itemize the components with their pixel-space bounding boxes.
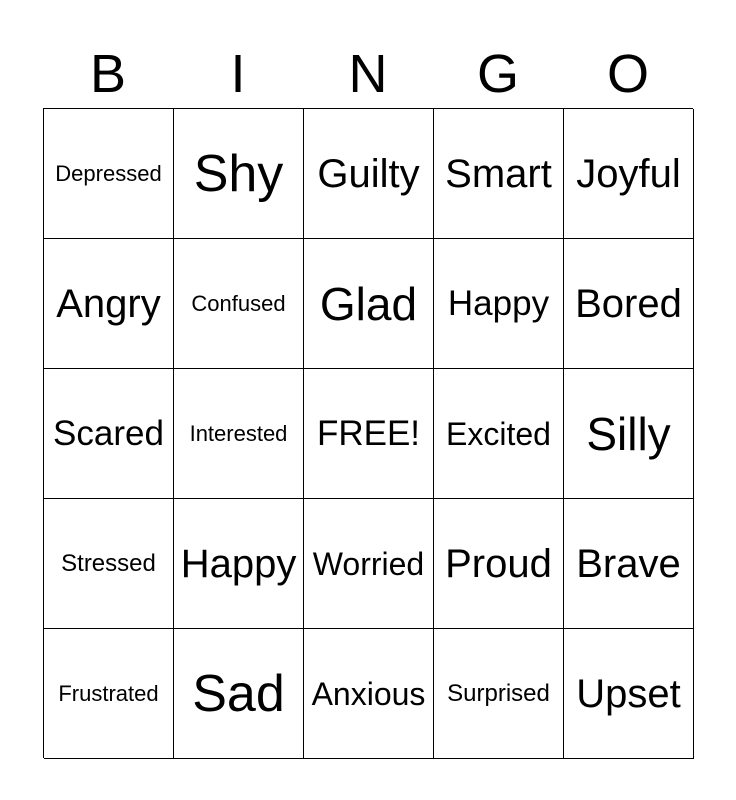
cell-label: Proud bbox=[445, 541, 552, 586]
bingo-board bbox=[43, 108, 693, 758]
cell-label: Interested bbox=[189, 420, 288, 446]
cell-label: Guilty bbox=[317, 151, 420, 196]
cell-label: Brave bbox=[576, 541, 681, 586]
cell-label: Upset bbox=[576, 671, 681, 716]
cell-label: Surprised bbox=[447, 679, 550, 707]
header-letter-i: I bbox=[230, 44, 246, 104]
header-letter-o: O bbox=[606, 44, 649, 104]
bingo-cell bbox=[304, 239, 434, 369]
bingo-cell bbox=[174, 109, 304, 239]
free-space-label: FREE! bbox=[316, 414, 421, 453]
bingo-cell bbox=[304, 499, 434, 629]
bingo-cell bbox=[564, 499, 694, 629]
cell-label: Scared bbox=[53, 414, 164, 453]
bingo-cell bbox=[434, 369, 564, 499]
cell-label: Happy bbox=[180, 541, 297, 586]
cell-label: Joyful bbox=[576, 151, 681, 196]
bingo-cell bbox=[174, 629, 304, 759]
bingo-cell bbox=[304, 109, 434, 239]
cell-label: Excited bbox=[446, 415, 551, 452]
cell-label: Anxious bbox=[311, 675, 426, 712]
bingo-cell bbox=[44, 629, 174, 759]
bingo-cell bbox=[44, 499, 174, 629]
cell-label: Smart bbox=[445, 151, 552, 196]
cell-label: Glad bbox=[319, 277, 418, 330]
bingo-cell bbox=[174, 239, 304, 369]
bingo-cell bbox=[44, 239, 174, 369]
bingo-cell bbox=[564, 629, 694, 759]
bingo-cell bbox=[564, 109, 694, 239]
bingo-cell bbox=[564, 369, 694, 499]
header-letter-b: B bbox=[89, 44, 127, 104]
bingo-cell bbox=[174, 499, 304, 629]
cell-label: Confused bbox=[191, 290, 286, 316]
cell-label: Worried bbox=[312, 545, 425, 582]
bingo-cell bbox=[434, 239, 564, 369]
bingo-cell bbox=[564, 239, 694, 369]
bingo-cell bbox=[174, 369, 304, 499]
bingo-cell bbox=[434, 629, 564, 759]
cell-label: Frustrated bbox=[58, 680, 159, 706]
bingo-cell bbox=[44, 109, 174, 239]
cell-label: Shy bbox=[193, 144, 284, 203]
cell-label: Bored bbox=[575, 281, 682, 326]
bingo-cell bbox=[44, 369, 174, 499]
bingo-cell bbox=[304, 629, 434, 759]
bingo-cell bbox=[434, 109, 564, 239]
header-letter-n: N bbox=[348, 44, 388, 104]
bingo-cell-free bbox=[304, 369, 434, 499]
cell-label: Silly bbox=[586, 407, 671, 460]
cell-label: Depressed bbox=[55, 160, 162, 186]
cell-label: Happy bbox=[447, 284, 550, 323]
header-letter-g: G bbox=[476, 44, 519, 104]
cell-label: Angry bbox=[56, 281, 161, 326]
cell-label: Sad bbox=[192, 664, 285, 723]
cell-label: Stressed bbox=[61, 549, 156, 577]
bingo-cell bbox=[434, 499, 564, 629]
bingo-header bbox=[43, 40, 693, 108]
